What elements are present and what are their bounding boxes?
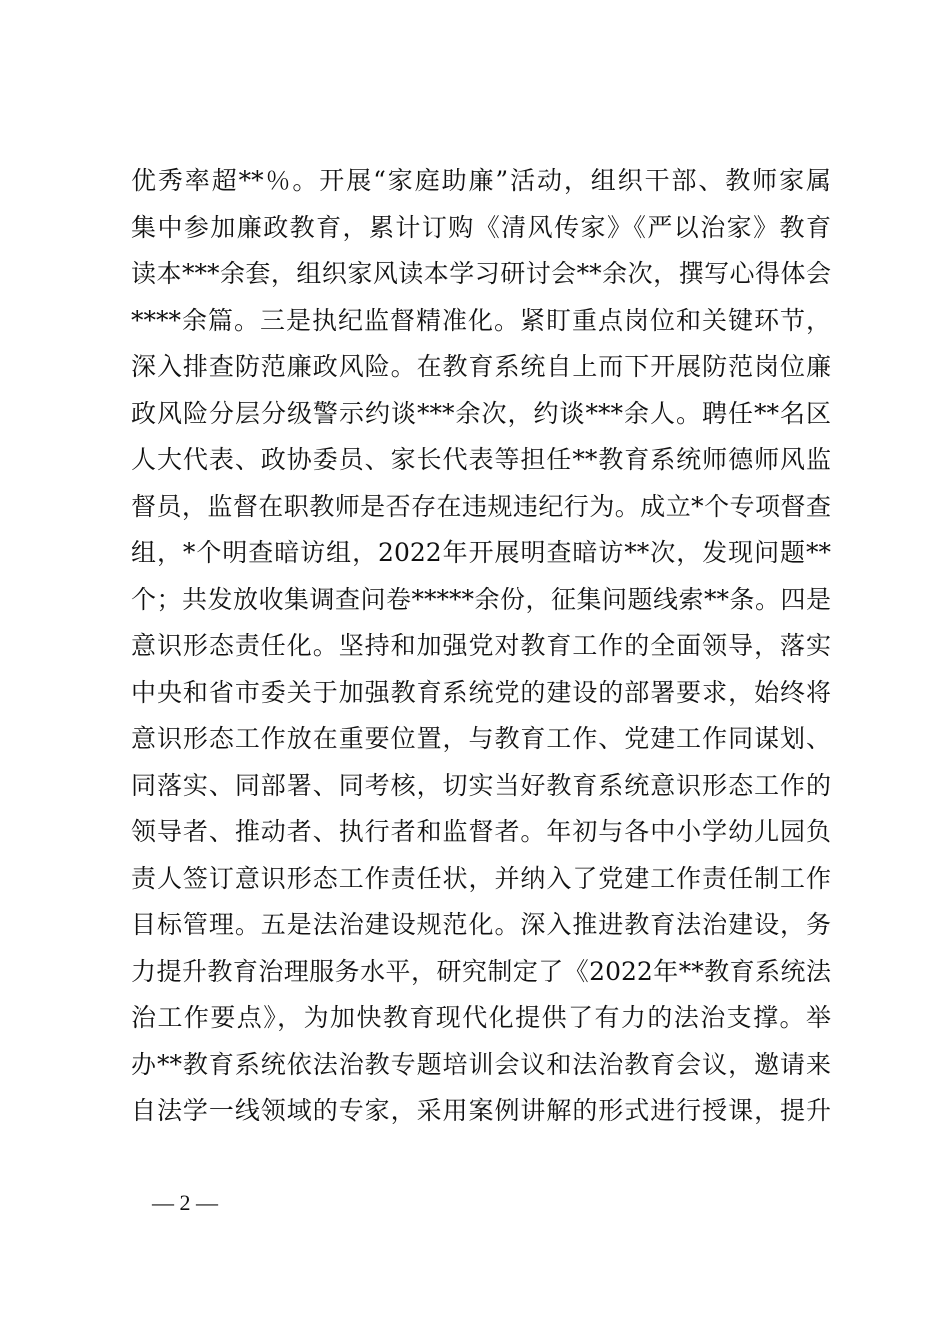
text-line: 办**教育系统依法治教专题培训会议和法治教育会议，邀请来 [131,1049,831,1079]
text-line: 领导者、推动者、执行者和监督者。年初与各中小学幼儿园负 [131,817,831,846]
text-line: 政风险分层分级警示约谈***余次，约谈***余人。聘任**名区 [131,398,831,428]
text-line: 意识形态工作放在重要位置，与教育工作、党建工作同谋划、 [131,724,831,753]
text-line: 力提升教育治理服务水平，研究制定了《2022年**教育系统法 [131,956,831,986]
body-text [131,158,831,1135]
text-line: 自法学一线领域的专家，采用案例讲解的形式进行授课，提升 [131,1096,831,1125]
text-line: 目标管理。五是法治建设规范化。深入推进教育法治建设，务 [131,910,831,939]
text-line: 深入排查防范廉政风险。在教育系统自上而下开展防范岗位廉 [131,352,831,381]
text-line: 责人签订意识形态工作责任状，并纳入了党建工作责任制工作 [131,863,831,893]
text-line: 优秀率超**％。开展“家庭助廉”活动，组织干部、教师家属 [131,166,831,195]
text-line: 个；共发放收集调查问卷*****余份，征集问题线索**条。四是 [131,584,831,614]
text-line: 同落实、同部署、同考核，切实当好教育系统意识形态工作的 [131,770,831,800]
text-line: 中央和省市委关于加强教育系统党的建设的部署要求，始终将 [131,677,831,707]
text-line: 组，*个明查暗访组，2022年开展明查暗访**次，发现问题** [131,538,831,567]
text-line: 读本***余套，组织家风读本学习研讨会**余次，撰写心得体会 [131,259,831,288]
page-number: — 2 — [152,1190,218,1215]
text-line: 意识形态责任化。坚持和加强党对教育工作的全面领导，落实 [131,631,831,660]
text-line: 治工作要点》，为加快教育现代化提供了有力的法治支撑。举 [131,1003,831,1032]
text-line: 督员，监督在职教师是否存在违规违纪行为。成立*个专项督查 [131,491,831,521]
text-line: 人大代表、政协委员、家长代表等担任**教育系统师德师风监 [131,445,831,474]
text-line: ****余篇。三是执纪监督精准化。紧盯重点岗位和关键环节， [131,305,831,335]
text-line: 集中参加廉政教育，累计订购《清风传家》《严以治家》教育 [131,212,831,242]
